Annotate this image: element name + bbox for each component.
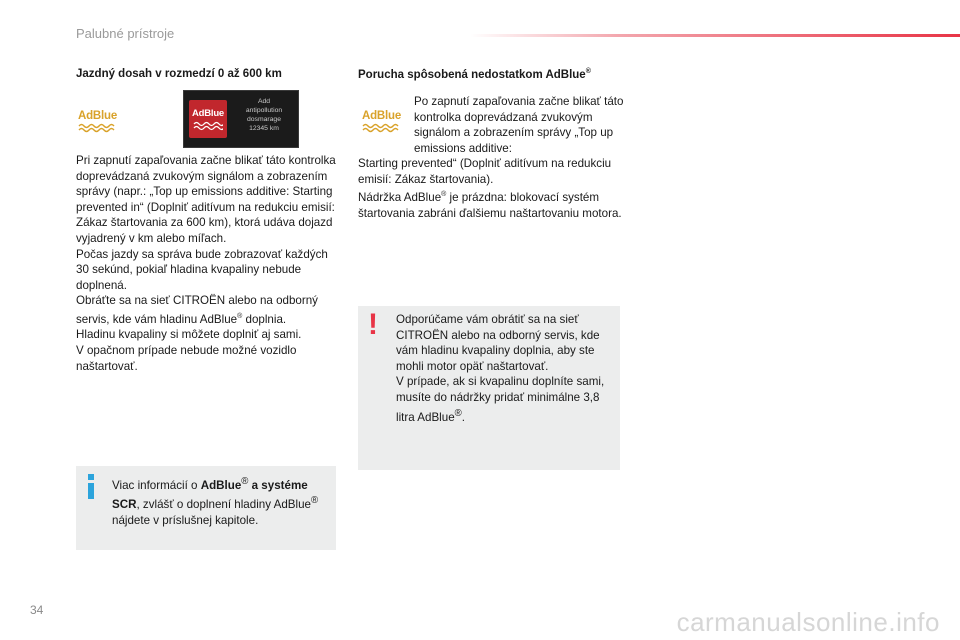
adblue-logo-text: AdBlue [78,110,118,122]
header-divider [470,34,960,37]
paragraph: Počas jazdy sa správa bude zobrazovať každých 30 sekúnd, pokiaľ hladina kvapaliny nebude doplnená. [76,247,328,292]
paragraph: Starting prevented“ (Doplniť aditívum na redukciu emisií: Zákaz štartovania). [358,157,612,186]
left-heading: Jazdný dosah v rozmedzí 0 až 600 km [76,68,282,80]
paragraph: V opačnom prípade nebude možné vozidlo naštartovať. [76,343,297,373]
dashboard-display-image [183,90,299,148]
right-heading: Porucha spôsobená nedostatkom AdBlue® [358,68,591,81]
dashboard-adblue-badge [189,100,227,138]
section-title: Palubné prístroje [76,26,175,41]
watermark: carmanualsonline.info [676,607,940,637]
left-body-text [76,153,338,374]
dashboard-badge-text: AdBlue [191,108,225,119]
adblue-warning-icon [78,110,122,136]
paragraph: Pri zapnutí zapaľovania začne blikať táto kontrolka doprevádzaná zvukovým signálom a zobrazením správy (napr.: „Top up emissions additive: Starting prevented in“ (Doplniť aditívum na redukciu emisií: Zákaz štartovania za 600 km), ktorá udáva dojazd vyjadrený v km alebo míľach. [76,154,336,245]
info-note-box [76,466,336,550]
info-icon [86,474,96,500]
dashboard-message [232,97,296,133]
warning-note-box [358,306,620,470]
dashboard-message-line: Add [257,98,271,105]
dashboard-message-line: 12345 km [249,125,279,132]
dashboard-message-line: dosmarage [246,116,281,123]
right-indent-text: Po zapnutí zapaľovania začne blikať táto kontrolka doprevádzaná zvukovým signálom a zobrazením správy „Top up emissions additive: [414,95,624,155]
page-number: 34 [30,603,44,617]
warning-exclamation-icon: ! [368,308,378,341]
dashboard-message-line: antipollution [245,107,283,114]
right-body-text [358,156,624,221]
adblue-warning-icon [362,110,406,136]
warning-note-text: Odporúčame vám obrátiť sa na sieť CITROËN alebo na odborný servis, kde vám hladinu kvapaliny doplnia, aby ste mohli motor opäť naštartovať. V prípade, ak si kvapalinu doplníte sami, musíte do nádržky pridať minimálne 3,8 litra AdBlue®. [396,313,605,424]
dashboard-wave-icon [193,121,223,131]
paragraph: Obráťte sa na sieť CITROËN alebo na odborný servis, kde vám hladinu AdBlue® doplnia. [76,294,318,326]
paragraph: Hladinu kvapaliny si môžete doplniť aj sami. [76,328,302,342]
paragraph: Nádržka AdBlue® je prázdna: blokovací systém štartovania zabráni ďalšiemu naštartovaniu motora. [358,191,622,220]
adblue-wave-icon [362,123,402,133]
adblue-logo-text: AdBlue [362,110,402,122]
info-note-text: Viac informácií o AdBlue® a systéme SCR, zvlášť o doplnení hladiny AdBlue® nájdete v príslušnej kapitole. [112,476,319,527]
adblue-wave-icon [78,123,118,133]
